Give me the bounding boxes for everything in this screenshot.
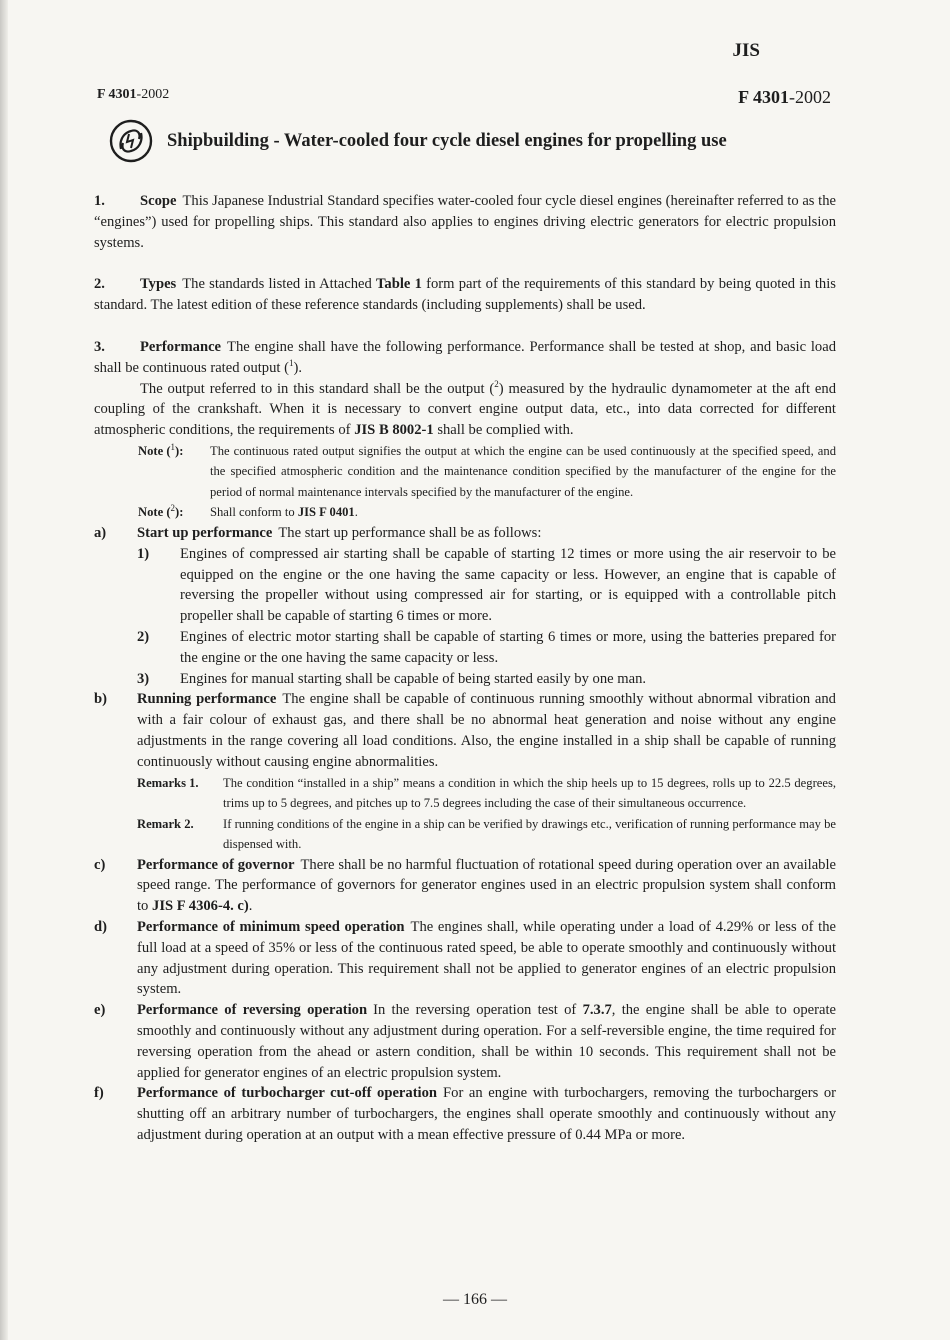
item-e-reversing: e) Performance of reversing operation In the reversing operation test of 7.3.7, the engine shall be able to operate smoothly and continuously without any adjustment during operation. For a self-reversible engine, the time required for reversing operation from the ahead or astern condition, shall be within 10 seconds. This requirement shall not be applied for generator engines of an electric propulsion system. [94,1002,836,1081]
remark-1: Remarks 1. The condition “installed in a ship” means a condition in which the ship heels up to 15 degrees, rolls up to 22.5 degrees, trims up to 5 degrees, and pitches up to 7.5 degrees including the case of their simultaneous occurrence. [137,775,836,811]
section-types: 2. Types The standards listed in Attached Table 1 form part of the requirements of this standard by being quoted in this standard. The latest edition of these reference standards (including supplements) shall be used. [94,276,836,314]
jis-mark: JIS [732,40,760,61]
section-performance: 3. Performance The engine shall have the following performance. Performance shall be tested at shop, and basic load shall be continuous rated output ($^1$). [94,338,836,376]
standard-number-right: F 4301-2002 [738,87,831,107]
item-c-governor: c) Performance of governor There shall be no harmful fluctuation of rotational speed during operation over an available speed range. The performance of governors for generator engines used in an electric propulsion system shall conform to JIS F 4306-4. c). [94,856,836,915]
note-2: Note ($^2$): Shall conform to JIS F 0401. [138,503,358,520]
page-number: — 166 — [443,1291,507,1308]
performance-paragraph-2: The output referred to in this standard shall be the output ($^2$) measured by the hydraulic dynamometer at the aft end coupling of the crankshaft. When it is necessary to convert engine output data, etc., into data corrected for different atmospheric conditions, the requirements of JIS B 8002-1 shall be complied with. [94,378,836,439]
jis-logo-icon [107,119,155,163]
document-title: Shipbuilding - Water-cooled four cycle diesel engines for propelling use [167,130,727,151]
section-scope: 1. Scope This Japanese Industrial Standard specifies water-cooled four cycle diesel engines (hereinafter referred to as the “engines”) used for propelling ships. This standard also applies to engines driving electric generators for electric propulsion systems. [94,193,836,251]
sub-item: 3) Engines for manual starting shall be capable of being started easily by one man. [137,670,647,687]
item-a-start-up: a) Start up performance The start up performance shall be as follows: 1) Engines of compressed air starting shall be capable of starting 12 times or more using the air reservoir to be equipped on the engine or the one having the same capacity or less. However, an engine that is capable of reversing the propeller without using compressed air for starting, or is equipped with a controllable pitch propeller shall be capable of starting 6 times or more. 2) Engines of electric motor starting shall be capable of starting 6 times or more, using the batteries prepared for the engine or the one having the same capacity or less. 3) Engines for manual starting shall be capable of being started easily by one man. [94,523,836,689]
document-body [94,191,836,1146]
item-d-minimum-speed: d) Performance of minimum speed operation The engines shall, while operating under a load of 4.29% or less of the full load at a speed of 35% or less of the continuous rated speed, be able to operate smoothly and continuously without any adjustment during operation. This requirement shall not be applied to generator engines of an electric propulsion system. [94,918,836,998]
sub-item: 2) Engines of electric motor starting shall be capable of starting 6 times or more, using the batteries prepared for the engine or the one having the same capacity or less. [137,628,836,666]
note-1: Note ($^1$): The continuous rated output signifies the output at which the engine can be used continuously at the specified speed, and the specified atmospheric condition and the maintenance condition specified by the manufacturer of the engine for the period of normal maintenance intervals specified by the manufacturer of the engine. [138,441,836,499]
item-b-running: b) Running performance The engine shall be capable of continuous running smoothly without abnormal vibration and with a fair colour of exhaust gas, and there shall be no abnormal heat generation and noise without any engine adjustments in the range covering all load conditions. Also, the engine installed in a ship shall be capable of running continuously without causing engine abnormalities. Remarks 1. The condition “installed in a ship” means a condition in which the ship heels up to 15 degrees, rolls up to 22.5 degrees, trims up to 5 degrees, and pitches up to 7.5 degrees including the case of their simultaneous occurrence. Remark 2. If running conditions of the engine in a ship can be verified by drawings etc., verification of running performance may be dispensed with. [94,689,836,854]
remark-2: Remark 2. If running conditions of the engine in a ship can be verified by drawings etc., verification of running performance may be dispensed with. [137,816,836,852]
standard-number-left: F 4301-2002 [97,87,170,102]
page-edge [0,0,8,1340]
sub-item: 1) Engines of compressed air starting shall be capable of starting 12 times or more using the air reservoir to be equipped on the engine or the one having the same capacity or less. However, an engine that is capable of reversing the propeller without using compressed air for starting, or is equipped with a controllable pitch propeller shall be capable of starting 6 times or more. [137,545,836,625]
item-f-turbocharger: f) Performance of turbocharger cut-off operation For an engine with turbochargers, removing the turbochargers or shutting off an arbitrary number of turbochargers, the engines shall operate smoothly and continuously without any adjustment during operation at an output with a mean effective pressure of 0.44 MPa or more. [94,1085,837,1143]
title-row [107,119,847,163]
